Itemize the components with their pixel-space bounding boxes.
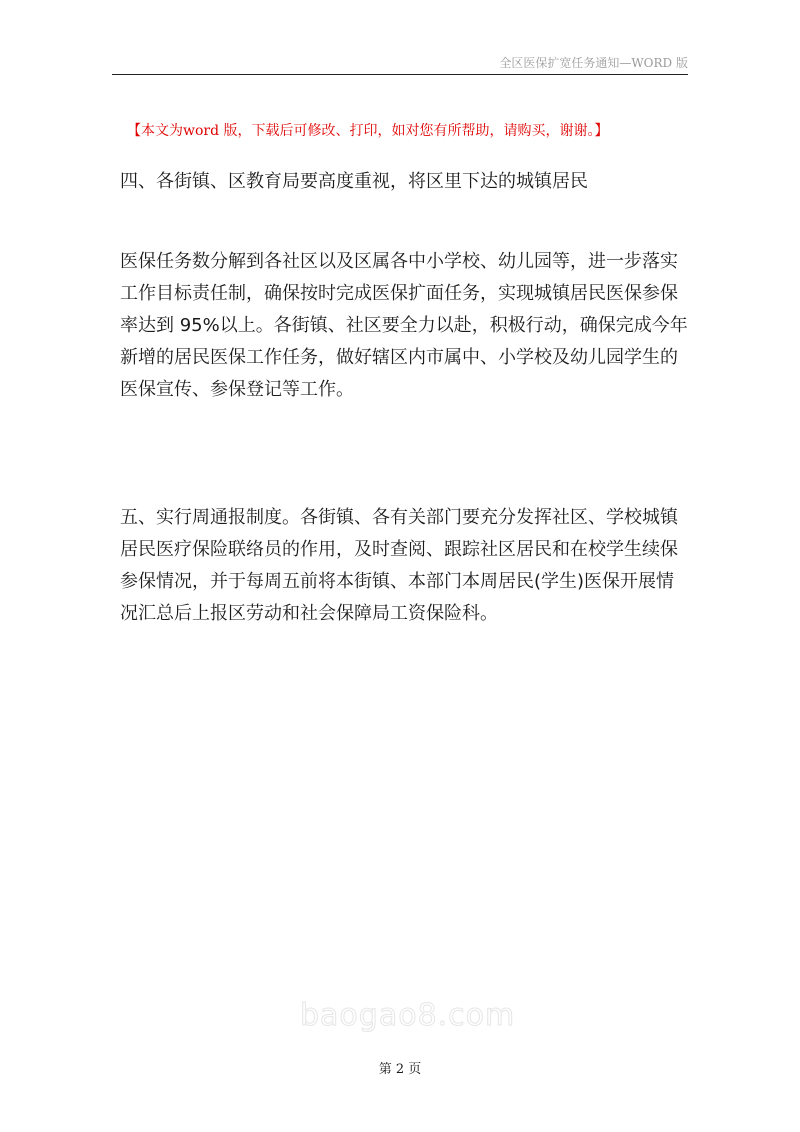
header-divider (112, 74, 688, 75)
download-notice: 【本文为word 版，下载后可修改、打印，如对您有所帮助，请购买，谢谢。】 (127, 123, 609, 139)
running-header: 全区医保扩宽任务通知—WORD 版 (499, 56, 688, 70)
page-number: 第 2 页 (378, 1062, 422, 1077)
body-paragraph-2: 医保任务数分解到各社区以及区属各中小学校、幼儿园等，进一步落实工作目标责任制，确保按时完成医保扩面任务，实现城镇居民医保参保率达到 95%以上。各街镇、社区要全力以赴，积极行动，确保完成今年新增的居民医保工作任务，做好辖区内市属中、小学校及幼儿园学生的医保宣传、参保登记等工作。 (120, 251, 688, 400)
watermark: baogao8.com (300, 998, 516, 1033)
body-paragraph-1: 四、各街镇、区教育局要高度重视，将区里下达的城镇居民 (120, 171, 588, 192)
body-paragraph-3: 五、实行周通报制度。各街镇、各有关部门要充分发挥社区、学校城镇居民医疗保险联络员的作用，及时查阅、跟踪社区居民和在校学生续保参保情况，并于每周五前将本街镇、本部门本周居民(学生)医保开展情况汇总后上报区劳动和社会保障局工资保险科。 (120, 507, 678, 624)
